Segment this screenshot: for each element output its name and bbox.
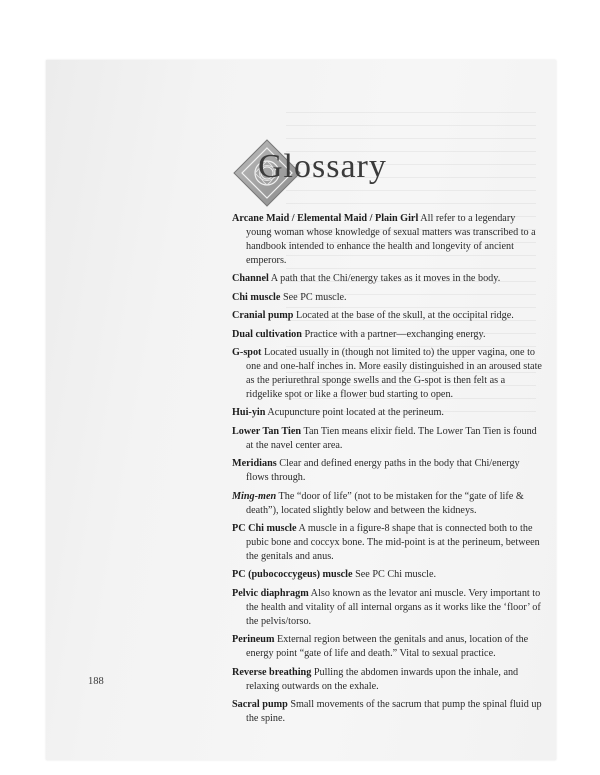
glossary-definition: Pulling the abdomen inwards upon the inhale, and relaxing outwards on the exhale. [246,666,519,692]
glossary-term: PC Chi muscle [232,523,297,535]
glossary-term: Hui-yin [232,407,266,419]
glossary-entry [232,406,542,420]
glossary-definition: Also known as the levator ani muscle. Very important to the health and vitality of all internal organs as it works like the ‘floor’ of the pelvis/torso. [246,587,541,627]
glossary-list [232,212,542,731]
glossary-term: Chi muscle [232,291,281,303]
page-number: 188 [88,676,104,687]
glossary-entry [232,291,542,305]
glossary-term: Dual cultivation [232,328,302,340]
glossary-entry [232,490,542,518]
glossary-definition: Small movements of the sacrum that pump the spinal fluid up the spine. [246,699,542,724]
glossary-term: Sacral pump [232,699,288,711]
glossary-definition: See PC muscle. [280,291,347,303]
glossary-entry [232,457,542,485]
glossary-entry [232,212,542,268]
glossary-entry [232,425,542,453]
glossary-entry [232,587,542,629]
glossary-term: Cranial pump [232,310,294,322]
glossary-definition: Practice with a partner—exchanging energy. [301,328,486,340]
glossary-header [228,132,428,212]
glossary-term: Meridians [232,458,277,470]
glossary-entry [232,328,542,342]
glossary-entry [232,666,542,694]
page-title: Glossary [258,148,387,185]
glossary-definition: A muscle in a figure-8 shape that is connected both to the pubic bone and coccyx bone. The mid-point is at the perineum, between the genitals and anus. [246,523,540,562]
glossary-entry [232,346,542,402]
glossary-definition: Clear and defined energy paths in the body that Chi/energy flows through. [246,458,520,484]
glossary-definition: A path that the Chi/energy takes as it moves in the body. [268,273,501,285]
glossary-term: Reverse breathing [232,666,312,678]
glossary-term: Channel [232,273,269,285]
glossary-definition: Acupuncture point located at the perineum. [265,407,444,419]
glossary-entry [232,568,542,582]
glossary-definition: Located at the base of the skull, at the occipital ridge. [293,310,514,322]
glossary-definition: Located usually in (though not limited to) the upper vagina, one to one and one-half inches in. More easily distinguished in an aroused state as the periurethral sponge swells and the G-spot is then felt as a ridgelike spot or like a flower bud starting to open. [246,347,542,400]
glossary-entry [232,698,542,726]
glossary-definition: The “door of life” (not to be mistaken for the “gate of life & death”), located slightly below and between the kidneys. [246,490,524,516]
glossary-entry [232,633,542,661]
glossary-term: G-spot [232,347,262,359]
glossary-term: Lower Tan Tien [232,425,302,437]
glossary-definition: All refer to a legendary young woman whose knowledge of sexual matters was transcribed to a handbook intended to enhance the health and longevity of ancient emperors. [246,213,536,266]
glossary-entry [232,522,542,564]
glossary-term: PC (pubococcygeus) muscle [232,569,353,581]
glossary-term: Perineum [232,634,275,646]
glossary-entry [232,309,542,323]
book-page [46,60,556,760]
glossary-entry [232,272,542,286]
glossary-term: Pelvic diaphragm [232,587,309,599]
glossary-definition: External region between the genitals and anus, location of the energy point “gate of life and death.” Vital to sexual practice. [246,634,529,660]
glossary-definition: Tan Tien means elixir field. The Lower Tan Tien is found at the navel center area. [246,425,537,451]
glossary-term: Arcane Maid / Elemental Maid / Plain Girl [232,213,419,224]
glossary-definition: See PC Chi muscle. [352,569,437,581]
glossary-term: Ming-men [232,490,277,502]
